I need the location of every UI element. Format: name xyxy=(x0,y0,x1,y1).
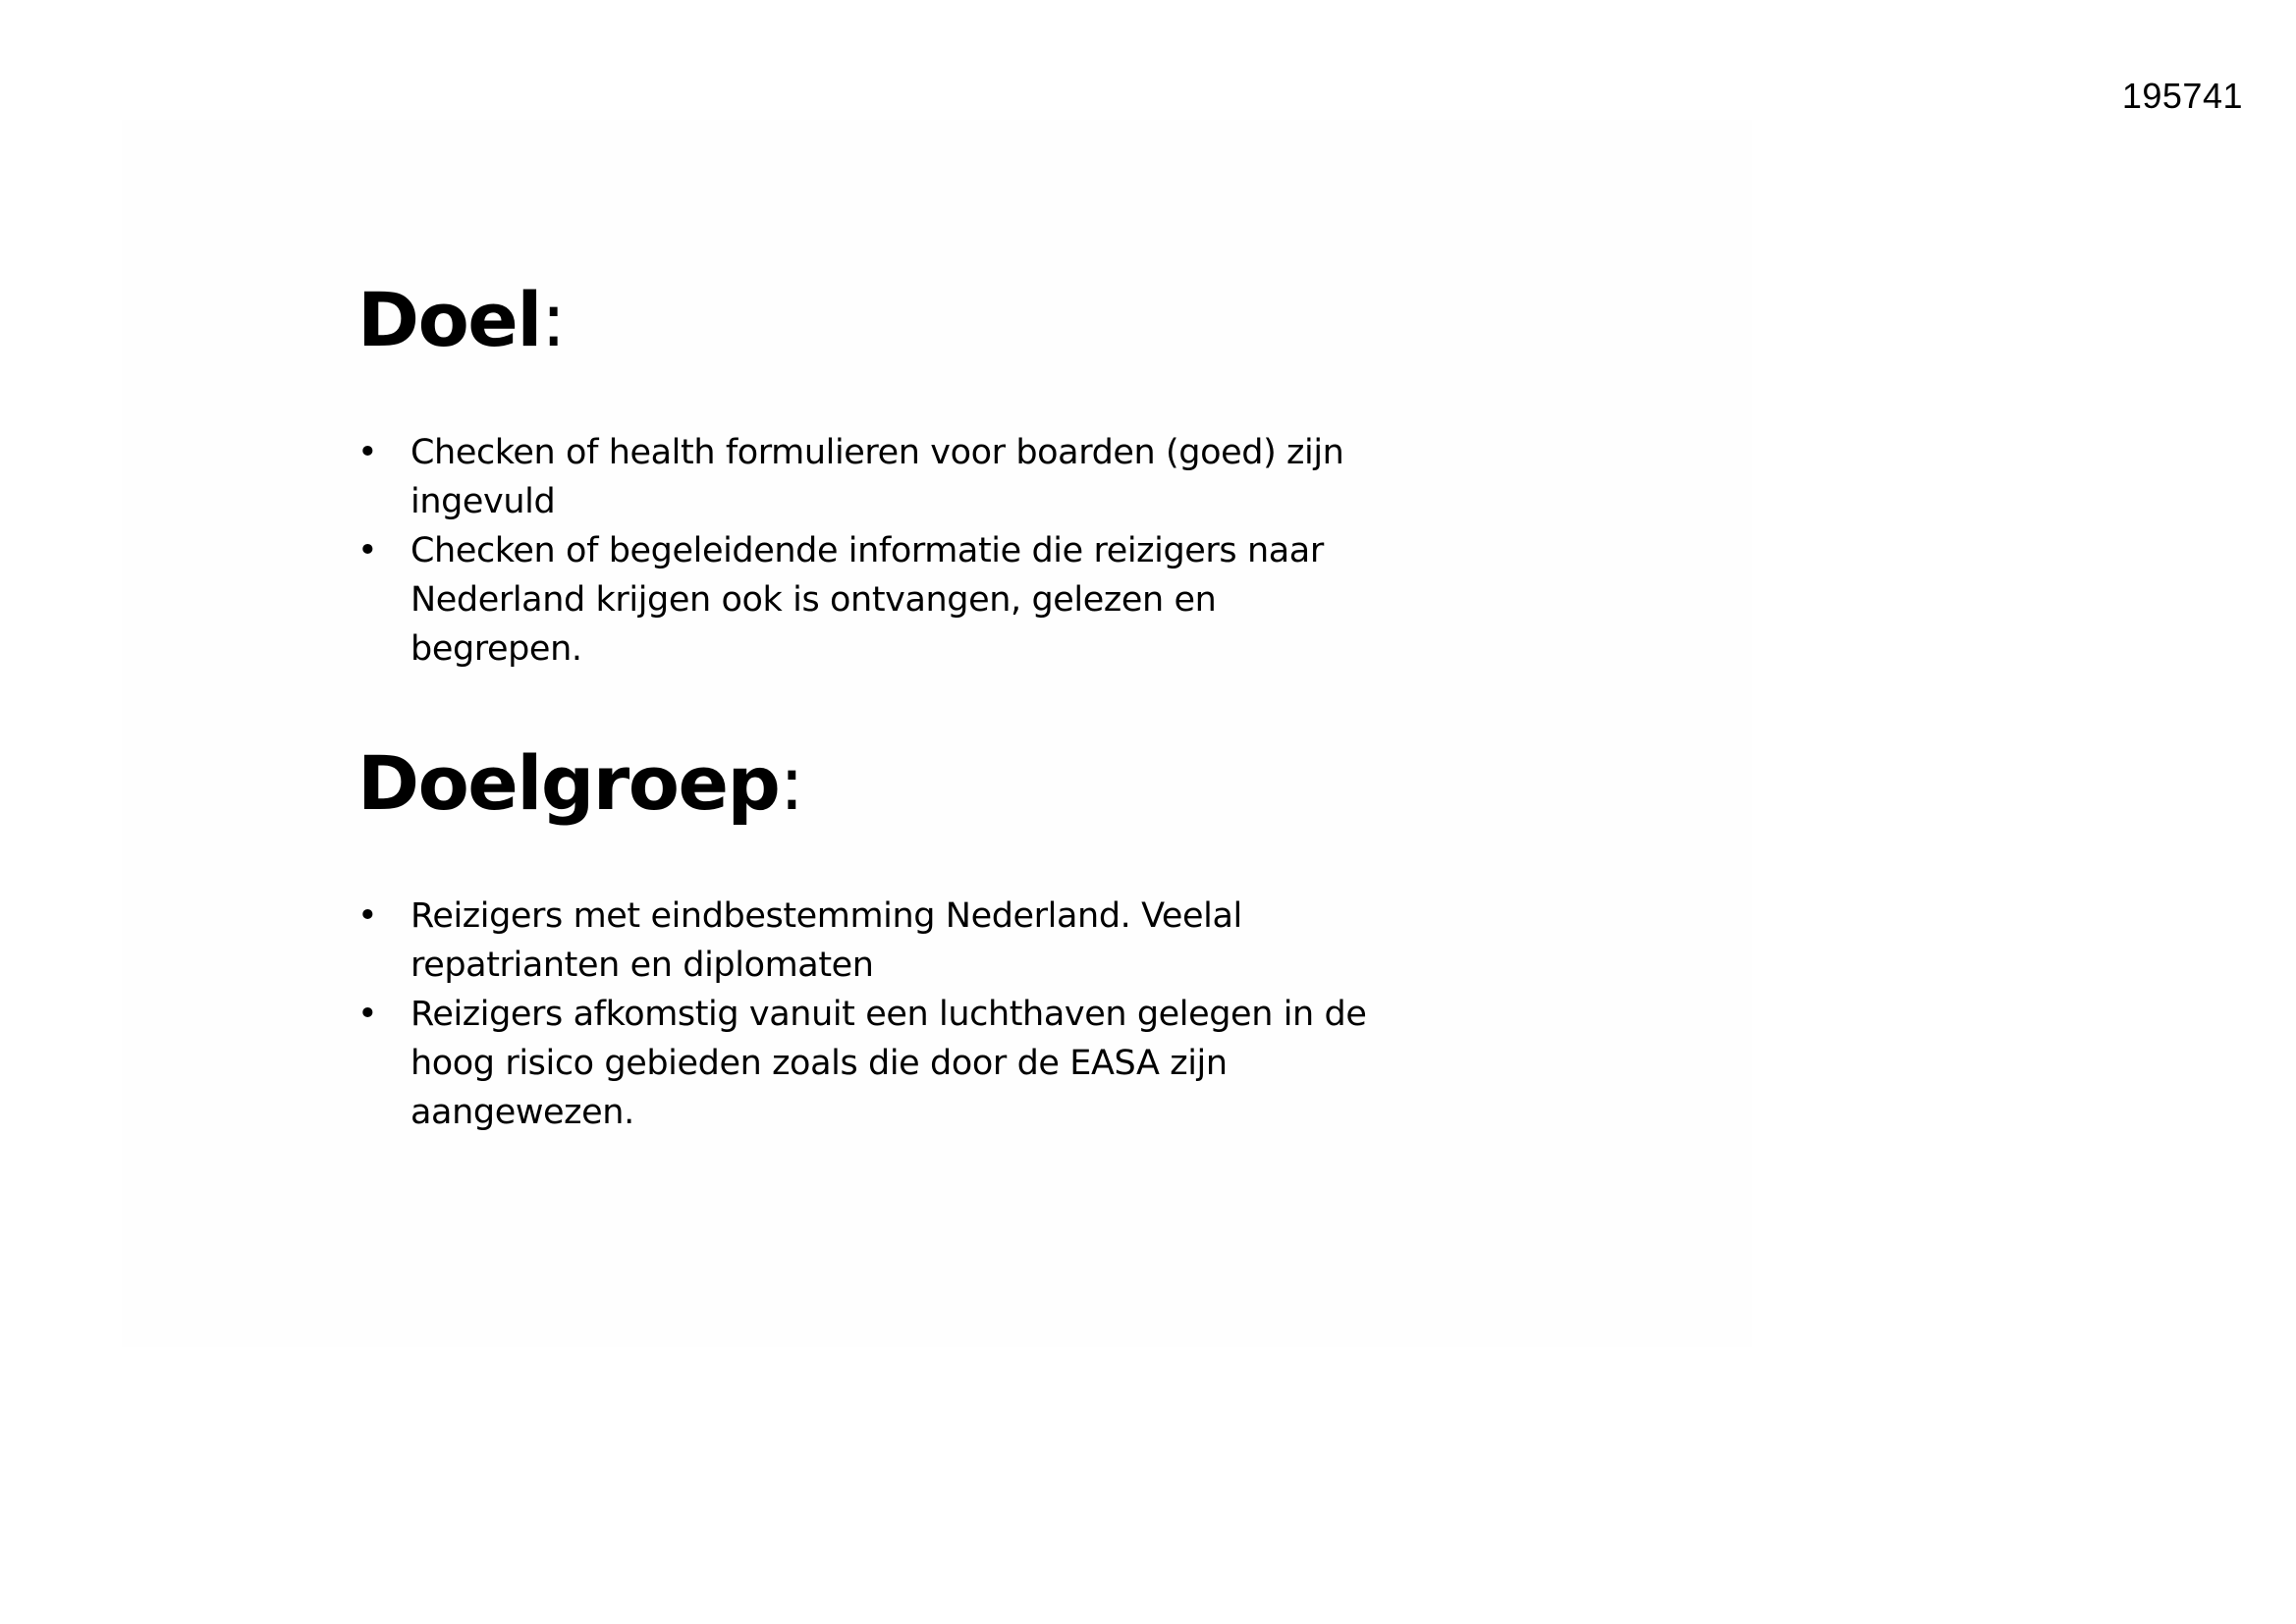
section-doel xyxy=(357,273,1536,674)
section-doelgroep xyxy=(357,736,1536,1137)
section-heading-doelgroep xyxy=(357,736,1536,831)
bullet-item xyxy=(357,990,1393,1137)
bullet-item xyxy=(357,892,1393,990)
bullet-list-doel xyxy=(357,428,1536,674)
bullet-item xyxy=(357,526,1393,674)
heading-colon: : xyxy=(779,739,803,827)
slide-page xyxy=(122,120,1752,1347)
heading-colon: : xyxy=(540,276,566,363)
bullet-text: Checken of begeleidende informatie die reizigers naar Nederland krijgen ook is ontvangen, gelezen en begrepen. xyxy=(410,531,1324,669)
document-number: 195741 xyxy=(2121,76,2243,116)
heading-text: Doel xyxy=(357,276,541,363)
bullet-list-doelgroep xyxy=(357,892,1536,1137)
bullet-icon: • xyxy=(357,433,378,472)
bullet-icon: • xyxy=(357,531,378,570)
bullet-text: Reizigers afkomstig vanuit een luchthaven gelegen in de hoog risico gebieden zoals die door de EASA zijn aangewezen. xyxy=(410,995,1367,1132)
bullet-text: Checken of health formulieren voor boarden (goed) zijn ingevuld xyxy=(410,433,1344,521)
bullet-text: Reizigers met eindbestemming Nederland. Veelal repatrianten en diplomaten xyxy=(410,896,1242,985)
bullet-item xyxy=(357,428,1393,526)
bullet-icon: • xyxy=(357,995,378,1034)
heading-text: Doelgroep xyxy=(357,739,780,827)
bullet-icon: • xyxy=(357,896,378,936)
section-heading-doel xyxy=(357,273,1536,367)
